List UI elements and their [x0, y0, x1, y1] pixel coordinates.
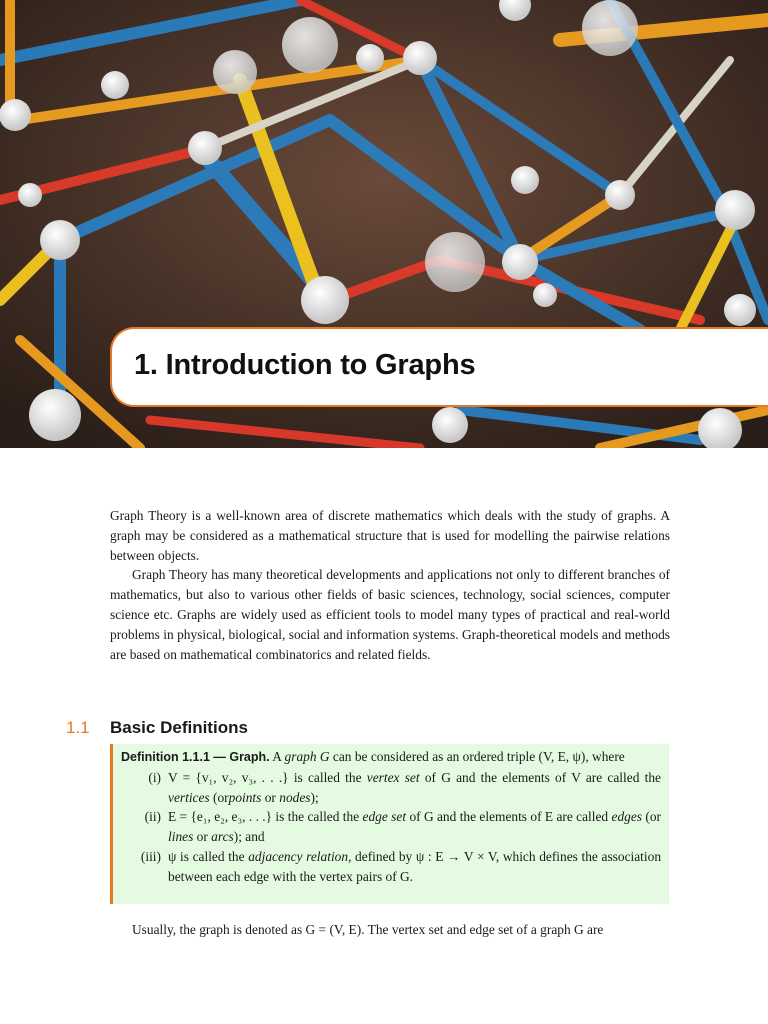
- item-term: arcs: [211, 829, 234, 845]
- item-text-part: ψ is called the: [168, 848, 245, 864]
- chapter-title-box: [110, 327, 768, 407]
- definition-item: [121, 768, 661, 808]
- item-label: (iii): [140, 848, 161, 864]
- item-term: adjacency relation: [248, 848, 349, 864]
- chapter-title: 1. Introduction to Graphs: [134, 349, 476, 381]
- item-label: (i): [148, 769, 161, 785]
- item-text-part: , defined by ψ : E → V × V, which defines the association between each edge with the vertex pairs of G.: [168, 848, 662, 884]
- item-term: lines: [168, 829, 194, 845]
- item-text-part: of G and the elements of V are called the: [424, 769, 661, 785]
- intro-paragraph-1: Graph Theory is a well-known area of discrete mathematics which deals with the study of graphs. A graph may be considered as a mathematical structure that is used for modelling the pairwise relations between objects.: [110, 508, 670, 563]
- definition-heading: Definition 1.1.1 — Graph.: [121, 750, 270, 764]
- item-text-part: V = {v₁, v₂, v₃, . . .} is called the: [168, 769, 362, 785]
- item-text: [168, 807, 661, 847]
- definition-box: [110, 744, 669, 904]
- closing-paragraph: Usually, the graph is denoted as G = (V, E). The vertex set and edge set of a graph G are: [132, 922, 604, 937]
- item-term: points: [228, 789, 262, 805]
- definition-lead: [121, 747, 661, 768]
- item-text: [168, 847, 661, 887]
- item-text-part: of G and the elements of E are called: [409, 809, 609, 825]
- intro-text: [110, 506, 670, 664]
- definition-lead-a: A: [272, 749, 282, 764]
- intro-paragraph-2: Graph Theory has many theoretical developments and applications not only to different branches of mathematics, but also to various other fields of basic sciences, technology, social sciences, computer science etc. Graphs are widely used as efficient tools to model many types of practical and real-world problems in physical, biological, social and information systems. Graph-theoretical models and methods are based on mathematical combinatorics and related fields.: [110, 567, 670, 662]
- definition-lead-term: graph G: [284, 749, 330, 764]
- section-number: 1.1: [66, 718, 90, 737]
- item-text: [168, 768, 661, 808]
- definition-item: [121, 847, 661, 887]
- item-label: (ii): [144, 809, 161, 825]
- item-text-part: or: [196, 829, 208, 845]
- definition-item: [121, 807, 661, 847]
- item-term: vertex set: [366, 769, 420, 785]
- chapter-header-image: [0, 0, 768, 448]
- item-term: vertices: [168, 789, 210, 805]
- item-term: edge set: [362, 809, 407, 825]
- closing-text: [110, 920, 670, 940]
- item-text-part: );: [310, 789, 319, 805]
- item-text-part: (or: [645, 809, 661, 825]
- item-text-part: E = {e₁, e₂, e₃, . . .} is the called the: [168, 809, 360, 825]
- item-term: nodes: [279, 789, 311, 805]
- item-text-part: or: [264, 789, 276, 805]
- section-title: Basic Definitions: [110, 718, 248, 737]
- item-text-part: ); and: [233, 829, 265, 845]
- item-text-part: (or: [213, 789, 229, 805]
- section-heading: [66, 718, 686, 738]
- definition-lead-b: can be considered as an ordered triple (V, E, ψ), where: [332, 749, 625, 764]
- item-term: edges: [611, 809, 642, 825]
